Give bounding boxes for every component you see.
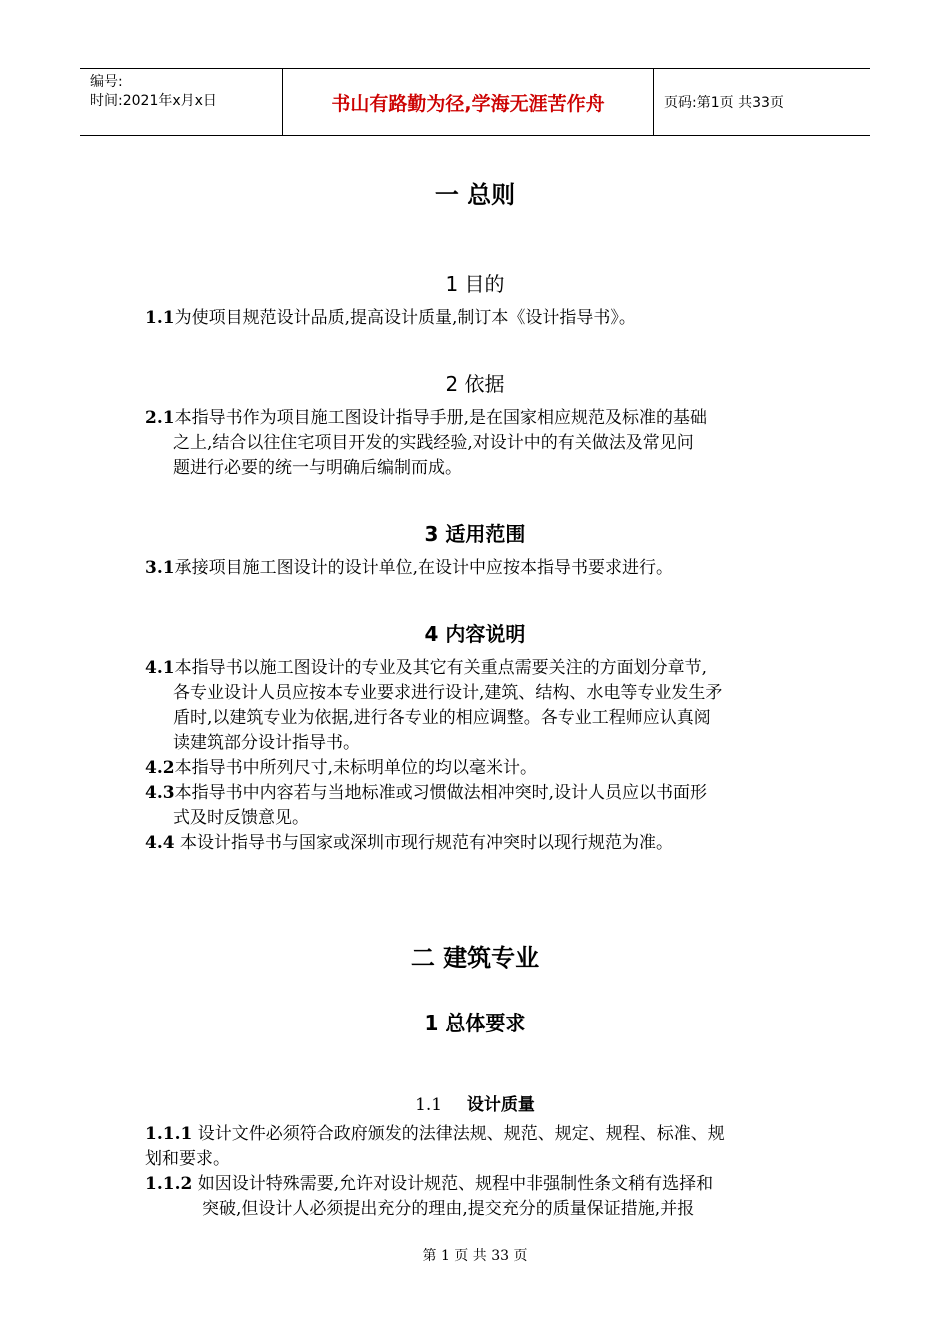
clause-text: 本指导书以施工图设计的专业及其它有关重点需要关注的方面划分章节, — [174, 658, 707, 678]
section-title: 1 总体要求 — [424, 1011, 526, 1035]
chapter-title: 一 总则 — [434, 181, 516, 209]
clause-text: 本指导书中内容若与当地标准或习惯做法相冲突时,设计人员应以书面形 — [174, 783, 707, 803]
chapter-title: 二 建筑专业 — [410, 944, 540, 972]
clause-text: 划和要求。 — [145, 1149, 230, 1169]
clause-text: 本指导书中所列尺寸,未标明单位的均以毫米计。 — [174, 758, 537, 778]
section-title: 3 适用范围 — [424, 522, 526, 546]
page-header — [80, 68, 870, 136]
paragraph — [145, 656, 810, 856]
date-label: 时间:2021年x月x日 — [90, 93, 217, 109]
page-footer: 第 1 页 共 33 页 — [422, 1248, 528, 1264]
clause-text: 突破,但设计人必须提出充分的理由,提交充分的质量保证措施,并报 — [202, 1199, 695, 1219]
clause-text: 如因设计特殊需要,允许对设计规范、规程中非强制性条文稍有选择和 — [192, 1174, 714, 1194]
paragraph — [145, 306, 810, 331]
clause-number: 4.4 — [145, 833, 175, 853]
clause-number: 4.1 — [145, 658, 175, 678]
clause-text: 盾时,以建筑专业为依据,进行各专业的相应调整。各专业工程师应认真阅 — [173, 708, 711, 728]
clause-text: 设计文件必须符合政府颁发的法律法规、规范、规定、规程、标准、规 — [192, 1124, 725, 1144]
clause-number: 3.1 — [145, 558, 175, 578]
page-info: 页码:第1页 共33页 — [664, 95, 784, 111]
motto: 书山有路勤为径,学海无涯苦作舟 — [282, 69, 654, 135]
clause-text: 题进行必要的统一与明确后编制而成。 — [173, 458, 462, 478]
clause-number: 2.1 — [145, 408, 175, 428]
subsection-label: 设计质量 — [466, 1095, 535, 1115]
header-meta — [80, 69, 282, 135]
clause-number: 1.1.1 — [145, 1124, 193, 1144]
clause-text: 本设计指导书与国家或深圳市现行规范有冲突时以现行规范为准。 — [174, 833, 673, 853]
paragraph — [145, 556, 810, 581]
clause-text: 之上,结合以往住宅项目开发的实践经验,对设计中的有关做法及常见问 — [173, 433, 694, 453]
clause-number: 1.1 — [145, 308, 175, 328]
section-title: 2 依据 — [445, 372, 505, 396]
clause-number: 1.1.2 — [145, 1174, 193, 1194]
paragraph — [145, 1122, 810, 1222]
section-title: 1 目的 — [445, 272, 505, 296]
number-label: 编号: — [90, 74, 123, 90]
clause-text: 承接项目施工图设计的设计单位,在设计中应按本指导书要求进行。 — [174, 558, 673, 578]
section-title: 4 内容说明 — [424, 622, 526, 646]
clause-number: 4.2 — [145, 758, 175, 778]
clause-text: 读建筑部分设计指导书。 — [173, 733, 360, 753]
paragraph — [145, 406, 810, 481]
clause-text: 各专业设计人员应按本专业要求进行设计,建筑、结构、水电等专业发生矛 — [173, 683, 723, 703]
clause-number: 4.3 — [145, 783, 175, 803]
clause-text: 本指导书作为项目施工图设计指导手册,是在国家相应规范及标准的基础 — [174, 408, 707, 428]
clause-text: 式及时反馈意见。 — [173, 808, 309, 828]
subsection-number: 1.1 — [415, 1095, 443, 1115]
clause-text: 为使项目规范设计品质,提高设计质量,制订本《设计指导书》。 — [174, 308, 636, 328]
subsection-title — [0, 1090, 950, 1115]
